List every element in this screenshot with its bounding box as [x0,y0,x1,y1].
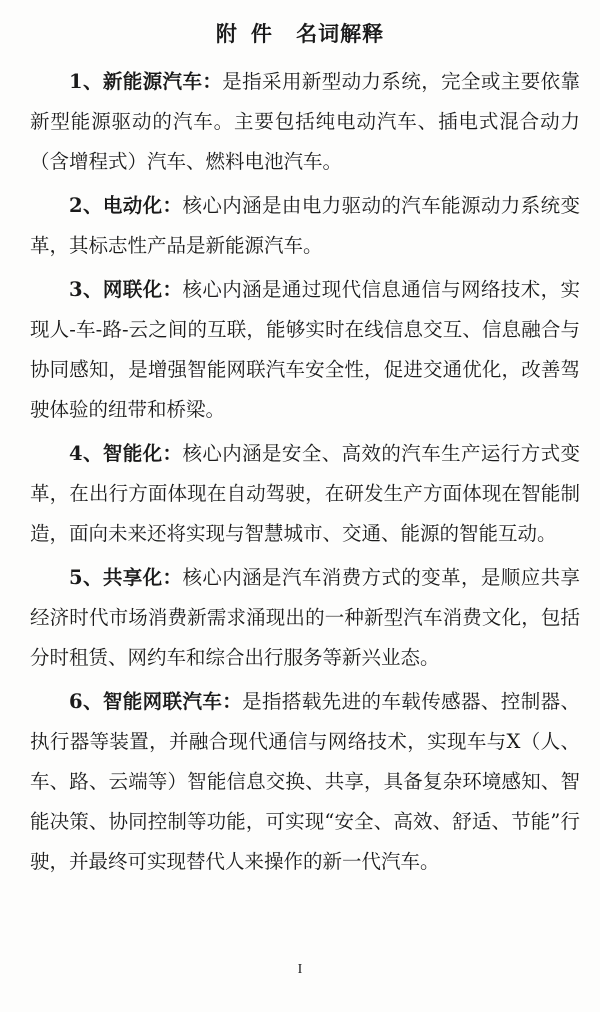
term-label: 6、智能网联汽车： [69,690,243,713]
term-intelligent-connected-vehicle [30,682,580,882]
terms-list [30,62,580,882]
term-definition: 是指采用新型动力系统，完全或主要依靠新型能源驱动的汽车。主要包括纯电动汽车、插电式混合动力（含增程式）汽车、燃料电池汽车。 [30,70,580,173]
term-definition: 核心内涵是通过现代信息通信与网络技术，实现人-车-路-云之间的互联，能够实时在线信息交互、信息融合与协同感知，是增强智能网联汽车安全性，促进交通优化，改善驾驶体验的纽带和桥梁。 [30,278,580,421]
term-definition: 核心内涵是由电力驱动的汽车能源动力系统变革，其标志性产品是新能源汽车。 [30,194,580,257]
term-definition: 核心内涵是汽车消费方式的变革，是顺应共享经济时代市场消费新需求涌现出的一种新型汽车消费文化，包括分时租赁、网约车和综合出行服务等新兴业态。 [30,566,580,669]
term-label: 2、电动化： [69,194,183,217]
term-label: 3、网联化： [69,278,183,301]
term-definition: 核心内涵是安全、高效的汽车生产运行方式变革，在出行方面体现在自动驾驶，在研发生产方面体现在智能制造，面向未来还将实现与智慧城市、交通、能源的智能互动。 [30,442,580,545]
term-label: 5、共享化： [69,566,183,589]
page-number: I [297,962,303,977]
term-new-energy-vehicle [30,62,580,182]
attachment-label: 附件 [215,21,286,46]
title-text: 名词解释 [296,21,385,46]
term-electrification [30,186,580,266]
term-intelligence [30,434,580,554]
term-definition: 是指搭载先进的车载传感器、控制器、执行器等装置，并融合现代通信与网络技术，实现车与X（人、车、路、云端等）智能信息交换、共享，具备复杂环境感知、智能决策、协同控制等功能，可实现“安全、高效、舒适、节能”行驶，并最终可实现替代人来操作的新一代汽车。 [30,690,580,873]
term-connectivity [30,270,580,430]
document-title [0,18,600,48]
term-label: 4、智能化： [69,442,183,465]
term-sharing [30,558,580,678]
term-label: 1、新能源汽车： [69,70,223,93]
